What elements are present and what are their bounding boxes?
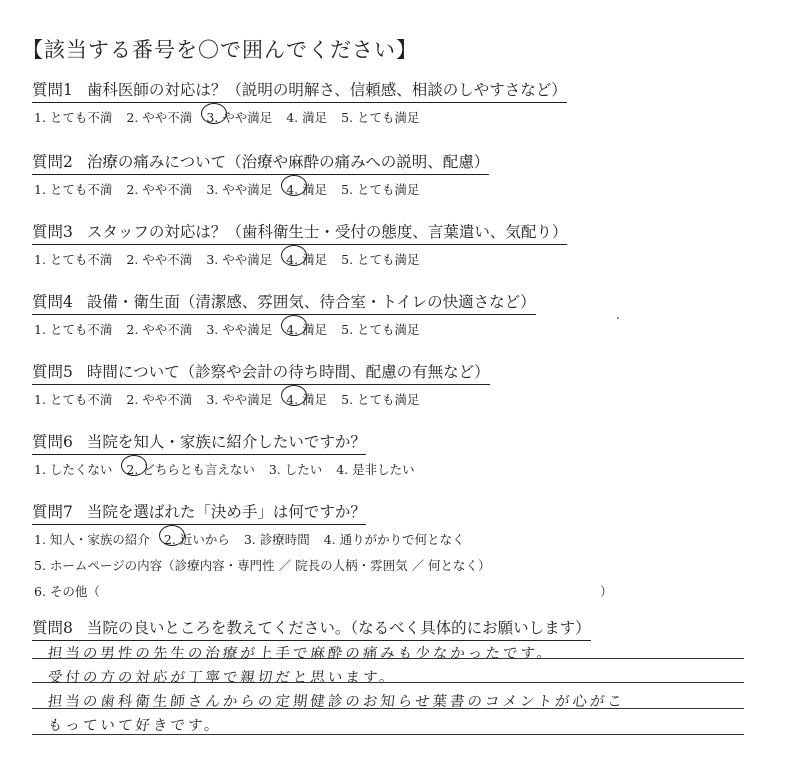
- question-label: 質問8: [32, 619, 73, 637]
- option-1[interactable]: 1. とても不満: [34, 392, 113, 407]
- question-text: スタッフの対応は？（歯科衛生士・受付の態度、言葉遣い、気配り）: [86, 223, 568, 241]
- option-row: [34, 529, 491, 551]
- selected-circle: 4.: [286, 249, 298, 271]
- option-row: [34, 389, 490, 411]
- option-1[interactable]: 1. とても不満: [34, 110, 113, 125]
- question-title: [32, 150, 489, 175]
- question-label: 質問4: [32, 293, 73, 311]
- selected-circle: 4.: [286, 179, 298, 201]
- question-2: [32, 150, 489, 201]
- option-2-circled[interactable]: 2. どちらとも言えない: [126, 462, 254, 477]
- question-text: 歯科医師の対応は？（説明の明解さ、信頼感、相談のしやすさなど）: [86, 81, 567, 99]
- option-other[interactable]: 6. その他（: [34, 584, 100, 599]
- option-4-circled[interactable]: 4. 満足: [286, 322, 327, 337]
- question-label: 質問3: [32, 223, 73, 241]
- option-row-3: [34, 581, 613, 603]
- question-label: 質問2: [32, 153, 73, 171]
- question-title: [32, 430, 366, 455]
- option-2[interactable]: 2. やや不満: [126, 392, 193, 407]
- handwritten-line-3: 担当の歯科衛生師さんからの定期健診のお知らせ葉書のコメントが心がこ: [47, 694, 626, 710]
- instruction-header: 【該当する番号を〇で囲んでください】: [22, 38, 418, 62]
- question-3: [32, 220, 567, 271]
- handwritten-line-2: 受付の方の対応が丁寧で親切だと思います。: [47, 670, 398, 686]
- question-8: [32, 616, 591, 641]
- option-4[interactable]: 4. 満足: [286, 110, 328, 125]
- selected-circle: 3.: [206, 107, 218, 129]
- question-1: [32, 78, 567, 129]
- question-label: 質問7: [32, 503, 73, 521]
- question-title: [32, 220, 567, 245]
- option-2[interactable]: 2. やや不満: [126, 110, 193, 125]
- option-5[interactable]: 5. とても満足: [341, 110, 420, 125]
- option-4-circled[interactable]: 4. 満足: [286, 252, 327, 267]
- question-text: 当院を選ばれた「決め手」は何ですか？: [86, 503, 366, 521]
- handwritten-line-1: 担当の男性の先生の治療が上手で麻酔の痛みも少なかったです。: [47, 646, 556, 662]
- option-row: [34, 249, 567, 271]
- option-4[interactable]: 4. 是非したい: [336, 462, 415, 477]
- question-text: 治療の痛みについて（治療や麻酔の痛みへの説明、配慮）: [86, 153, 490, 171]
- selected-circle: 4.: [286, 319, 298, 341]
- question-label: 質問6: [32, 433, 73, 451]
- option-1[interactable]: 1. とても不満: [34, 252, 113, 267]
- question-4: [32, 290, 536, 341]
- selected-circle: 2.: [126, 459, 138, 481]
- option-2[interactable]: 2. やや不満: [126, 182, 193, 197]
- option-5[interactable]: 5. とても満足: [341, 392, 420, 407]
- question-text: 当院の良いところを教えてください。（なるべく具体的にお願いします）: [86, 619, 591, 637]
- option-1[interactable]: 1. とても不満: [34, 182, 113, 197]
- option-4-circled[interactable]: 4. 満足: [286, 182, 327, 197]
- option-2-circled[interactable]: 2. 近いから: [164, 532, 230, 547]
- question-title: [32, 616, 591, 641]
- question-7: [32, 500, 613, 603]
- option-3[interactable]: 3. やや満足: [206, 322, 273, 337]
- option-3[interactable]: 3. したい: [268, 462, 323, 477]
- question-text: 当院を知人・家族に紹介したいですか？: [86, 433, 366, 451]
- question-label: 質問1: [32, 81, 73, 99]
- option-row: [34, 179, 489, 201]
- option-other-close: ）: [600, 584, 613, 599]
- option-3[interactable]: 3. 診療時間: [243, 532, 310, 547]
- option-3[interactable]: 3. やや満足: [206, 252, 273, 267]
- question-title: [32, 78, 567, 103]
- question-title: [32, 290, 536, 315]
- option-row-2[interactable]: 5. ホームページの内容（診療内容・専門性 ／ 院長の人柄・雰囲気 ／ 何となく）: [34, 558, 491, 573]
- question-title: [32, 500, 366, 525]
- option-4[interactable]: 4. 通りがかりで何となく: [323, 532, 465, 547]
- selected-circle: 2.: [164, 529, 176, 551]
- selected-circle: 4.: [286, 389, 298, 411]
- handwritten-line-4: もっていて好きです。: [47, 718, 223, 734]
- question-label: 質問5: [32, 363, 73, 381]
- question-title: [32, 360, 490, 385]
- question-text: 設備・衛生面（清潔感、雰囲気、待合室・トイレの快適さなど）: [86, 293, 536, 311]
- option-5[interactable]: 5. とても満足: [341, 182, 420, 197]
- option-4-circled[interactable]: 4. 満足: [286, 392, 327, 407]
- option-5[interactable]: 5. とても満足: [341, 322, 420, 337]
- option-row: [34, 459, 429, 481]
- option-1[interactable]: 1. したくない: [34, 462, 113, 477]
- option-row: [34, 107, 567, 129]
- question-5: [32, 360, 490, 411]
- option-1[interactable]: 1. 知人・家族の紹介: [34, 532, 150, 547]
- option-2[interactable]: 2. やや不満: [126, 252, 193, 267]
- option-1[interactable]: 1. とても不満: [34, 322, 113, 337]
- option-row: [34, 319, 536, 341]
- question-text: 時間について（診察や会計の待ち時間、配慮の有無など）: [86, 363, 490, 381]
- option-3-circled[interactable]: 3. やや満足: [206, 110, 272, 125]
- option-3[interactable]: 3. やや満足: [206, 392, 273, 407]
- stray-dot: .: [616, 308, 620, 322]
- question-6: [32, 430, 429, 481]
- option-2[interactable]: 2. やや不満: [126, 322, 193, 337]
- option-5[interactable]: 5. とても満足: [341, 252, 420, 267]
- option-3[interactable]: 3. やや満足: [206, 182, 273, 197]
